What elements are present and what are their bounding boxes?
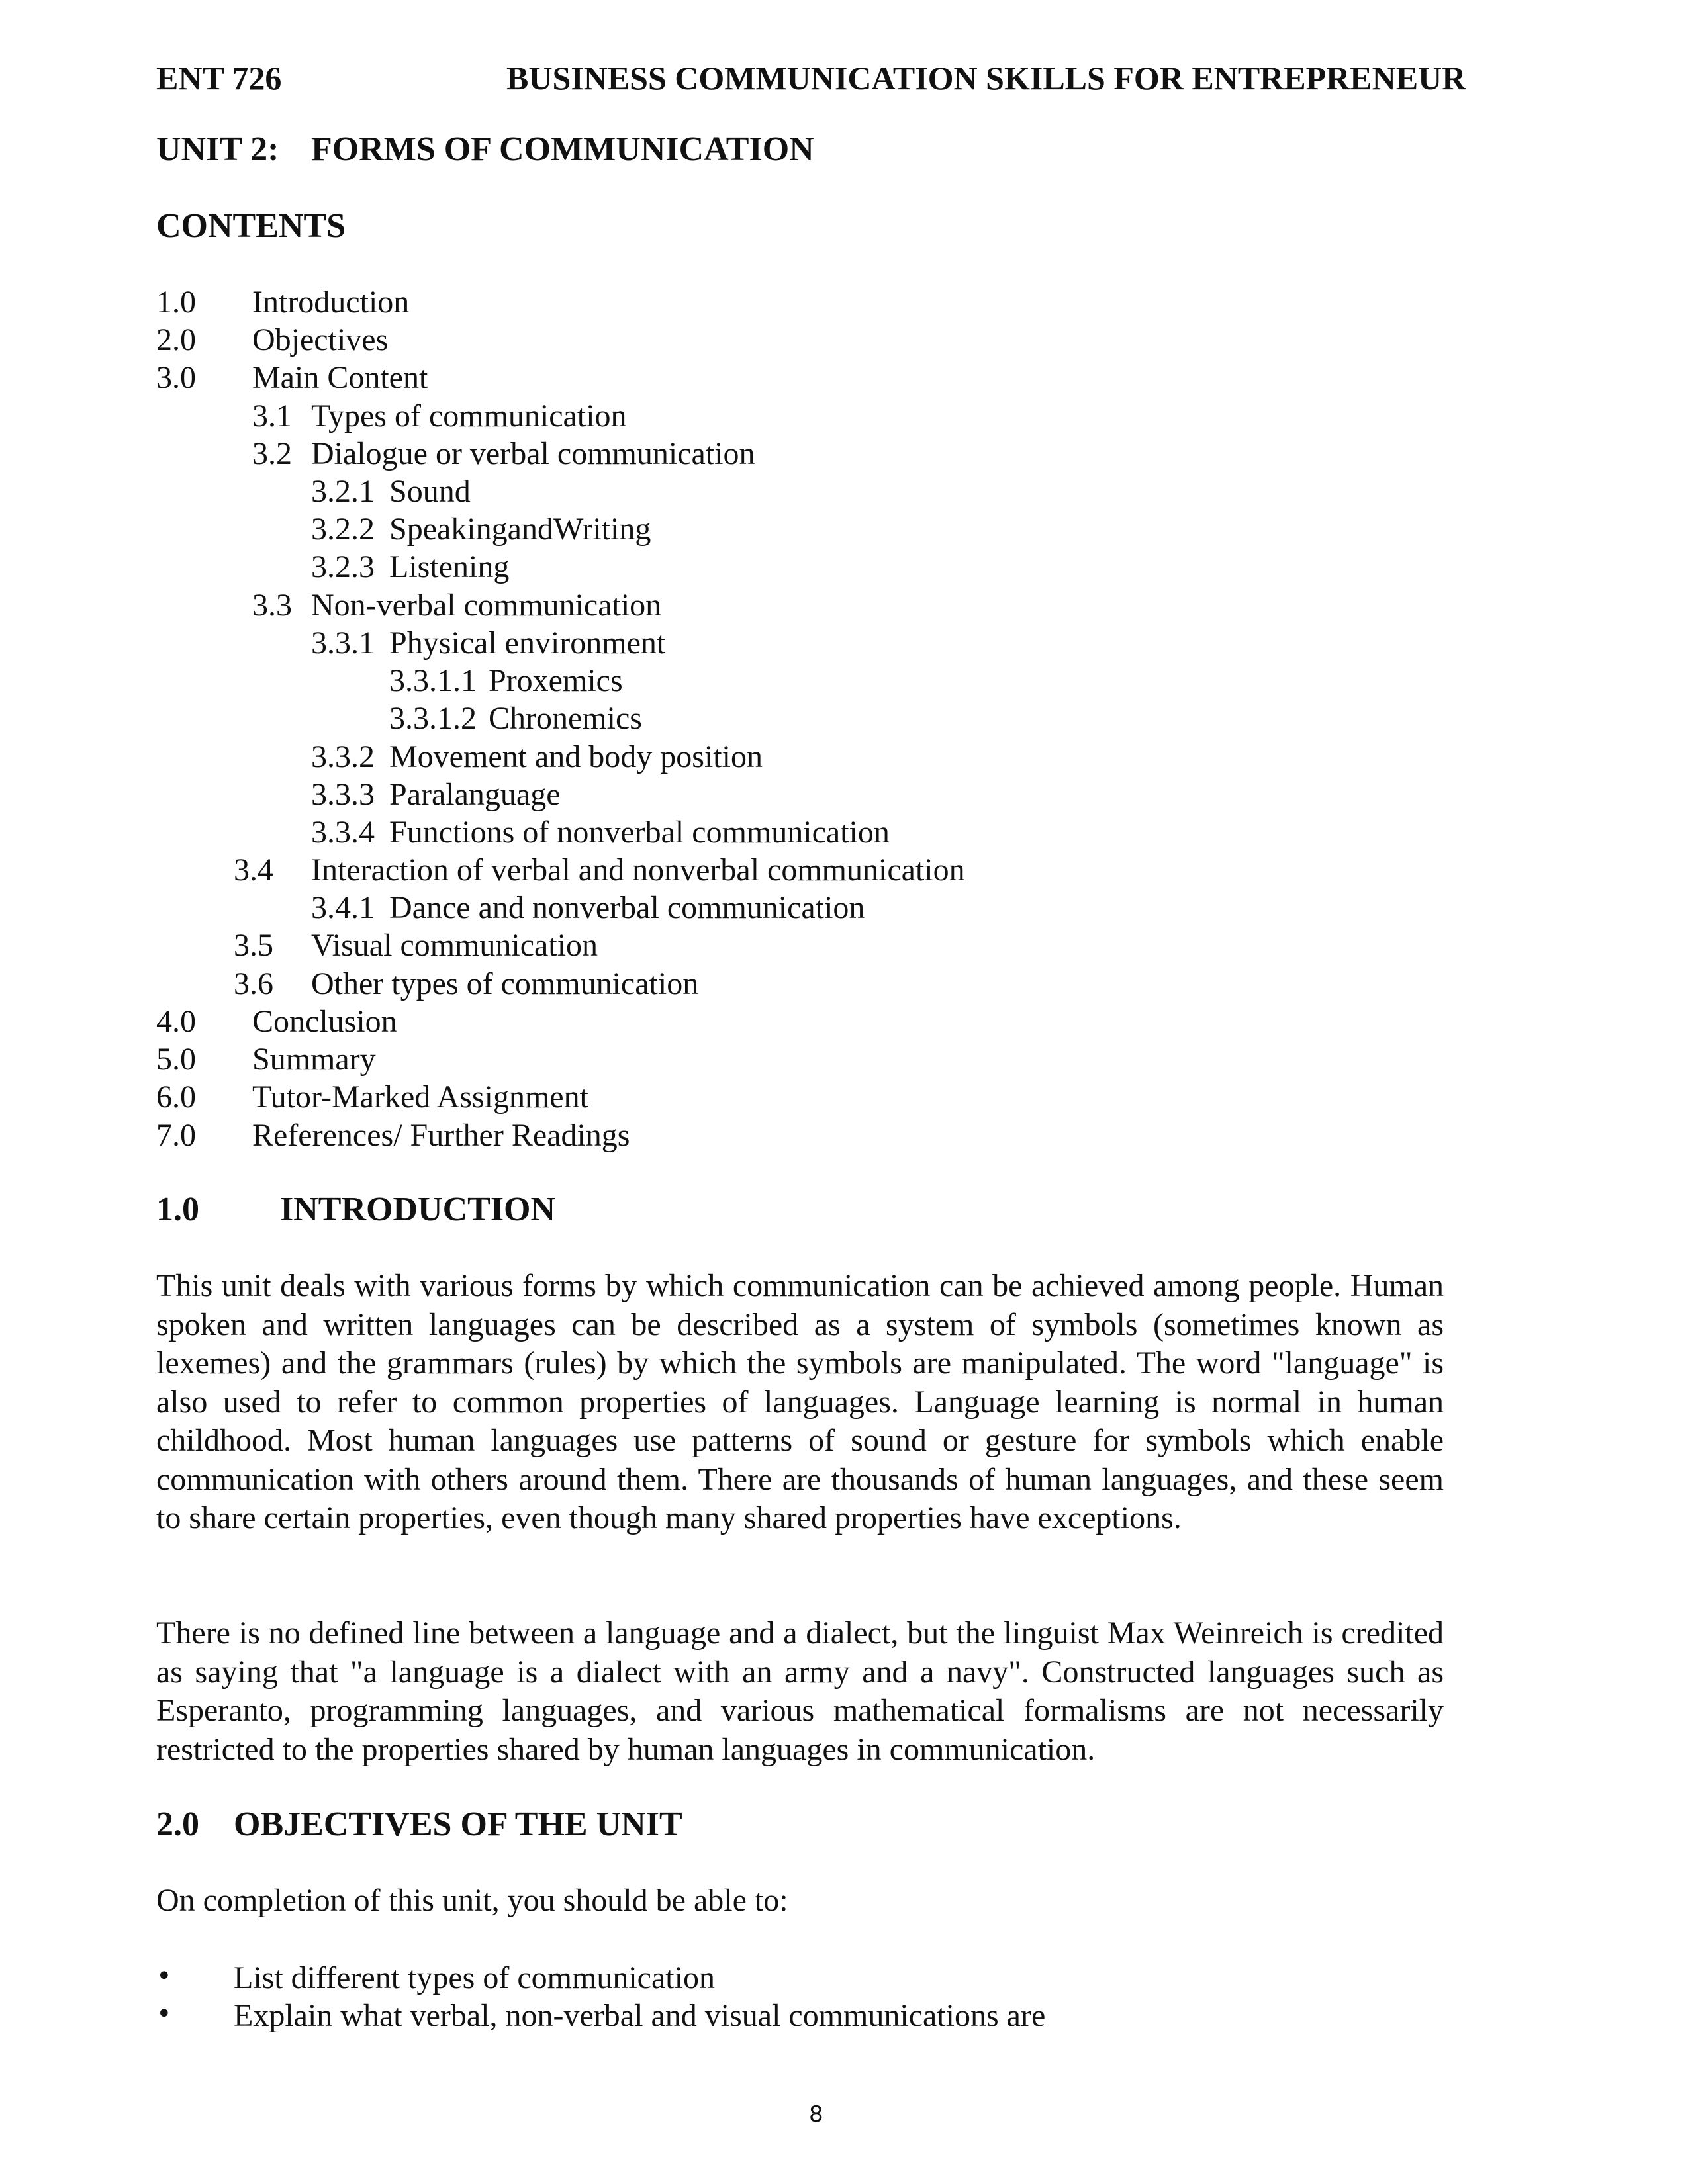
- toc-title: Dialogue or verbal communication: [311, 436, 755, 471]
- toc-title: Movement and body position: [389, 739, 763, 774]
- page-number: 8: [809, 2101, 823, 2128]
- toc-title: Tutor-Marked Assignment: [252, 1079, 588, 1115]
- toc-number: 3.3.2: [311, 739, 375, 774]
- toc-title: Dance and nonverbal communication: [389, 890, 865, 925]
- unit-title: FORMS OF COMMUNICATION: [311, 130, 814, 168]
- body-paragraph: There is no defined line between a language and a dialect, but the linguist Max Weinreich is credited as saying that "a language is a dialect with an army and a navy". Constructed languages such as Esperanto, programming languages, and various mathematical formalisms are not necessarily restricted to the properties shared by human languages in communication.: [156, 1615, 1444, 1767]
- bullet-icon: •: [156, 1961, 172, 1991]
- course-code: ENT 726: [156, 60, 282, 97]
- toc-title: Summary: [252, 1042, 376, 1077]
- section-heading: OBJECTIVES OF THE UNIT: [234, 1805, 682, 1843]
- unit-label: UNIT 2:: [156, 130, 279, 168]
- toc-title: Visual communication: [311, 928, 598, 963]
- toc-number: 3.2.3: [311, 549, 375, 584]
- toc-number: 6.0: [156, 1079, 196, 1115]
- toc-number: 3.3.1.2: [389, 701, 477, 736]
- toc-title: Objectives: [252, 322, 389, 357]
- toc-title: Physical environment: [389, 625, 666, 660]
- toc-number: 3.3.1.1: [389, 663, 477, 698]
- section-number: 1.0: [156, 1191, 199, 1228]
- toc-number: 3.5: [234, 928, 273, 963]
- toc-number: 3.4: [234, 852, 273, 887]
- toc-number: 3.3.1: [311, 625, 375, 660]
- toc-title: Proxemics: [489, 663, 623, 698]
- bullet-icon: •: [156, 1999, 172, 2029]
- toc-number: 5.0: [156, 1042, 196, 1077]
- toc-number: 3.6: [234, 966, 273, 1001]
- toc-number: 3.2.2: [311, 512, 375, 547]
- toc-title: Listening: [389, 549, 510, 584]
- toc-number: 3.3.4: [311, 815, 375, 850]
- toc-number: 3.3: [252, 588, 292, 623]
- objectives-lead: On completion of this unit, you should be able to:: [156, 1883, 788, 1918]
- list-item: Explain what verbal, non-verbal and visual communications are: [234, 1998, 1046, 2033]
- toc-title: Paralanguage: [389, 777, 561, 812]
- toc-number: 3.2.1: [311, 474, 375, 509]
- toc-title: Chronemics: [489, 701, 642, 736]
- toc-title: Non-verbal communication: [311, 588, 662, 623]
- toc-title: Other types of communication: [311, 966, 699, 1001]
- toc-number: 2.0: [156, 322, 196, 357]
- toc-number: 3.4.1: [311, 890, 375, 925]
- toc-title: Introduction: [252, 285, 410, 320]
- toc-number: 3.2: [252, 436, 292, 471]
- course-title: BUSINESS COMMUNICATION SKILLS FOR ENTREPRENEUR: [506, 60, 1466, 97]
- list-item: List different types of communication: [234, 1960, 715, 1995]
- toc-title: References/ Further Readings: [252, 1118, 630, 1153]
- toc-number: 7.0: [156, 1118, 196, 1153]
- toc-title: Types of communication: [311, 398, 627, 433]
- section-heading: INTRODUCTION: [280, 1191, 556, 1228]
- toc-number: 3.3.3: [311, 777, 375, 812]
- toc-title: SpeakingandWriting: [389, 512, 651, 547]
- section-number: 2.0: [156, 1805, 199, 1843]
- toc-title: Sound: [389, 474, 471, 509]
- toc-title: Conclusion: [252, 1004, 397, 1039]
- toc-number: 3.0: [156, 360, 196, 395]
- toc-number: 4.0: [156, 1004, 196, 1039]
- toc-number: 3.1: [252, 398, 292, 433]
- body-paragraph: This unit deals with various forms by which communication can be achieved among people. Human spoken and written languages can be described as a system of symbols (sometimes known as lexemes) and the grammars (rules) by which the symbols are manipulated. The word "language" is also used to refer to common properties of languages. Language learning is normal in human childhood. Most human languages use patterns of sound or gesture for symbols which enable communication with others around them. There are thousands of human languages, and these seem to share certain properties, even though many shared properties have exceptions.: [156, 1268, 1444, 1535]
- toc-title: Main Content: [252, 360, 428, 395]
- contents-heading: CONTENTS: [156, 207, 346, 245]
- toc-title: Interaction of verbal and nonverbal communication: [311, 852, 965, 887]
- toc-title: Functions of nonverbal communication: [389, 815, 890, 850]
- toc-number: 1.0: [156, 285, 196, 320]
